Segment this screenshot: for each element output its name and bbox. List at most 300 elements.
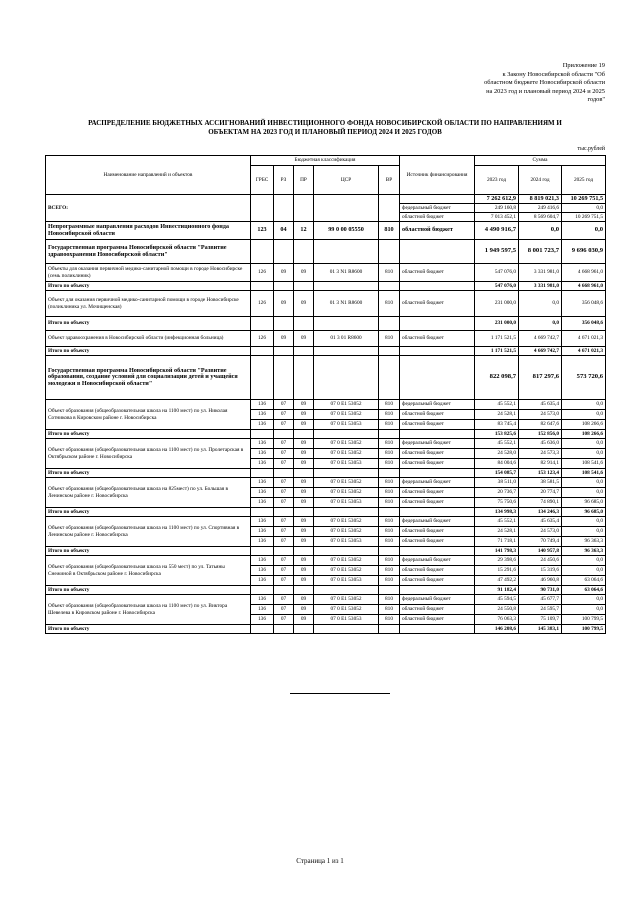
pr-cell: 09 [294, 459, 314, 469]
empty-cell [251, 586, 274, 595]
header-year: 2025 год [562, 166, 606, 195]
empty-cell [251, 356, 274, 400]
value-cell: 0,0 [562, 400, 606, 410]
object-total-label: Итого по объекту [46, 586, 251, 595]
value-cell: 0,0 [562, 605, 606, 615]
empty-cell [314, 508, 379, 517]
vr-cell: 810 [379, 478, 400, 488]
value-cell: 140 957,8 [519, 547, 562, 556]
object-name: Объекты для оказания первичной медико-санитарной помощи в городе Новосибирске (семь поликлиник) [46, 264, 251, 282]
vr-cell: 810 [379, 615, 400, 625]
vr-cell: 810 [379, 222, 400, 240]
rz-cell: 04 [274, 222, 294, 240]
pr-cell: 09 [294, 537, 314, 547]
value-cell: 84 004,6 [475, 459, 519, 469]
value-cell: 0,0 [562, 566, 606, 576]
value-cell: 8 569 604,7 [519, 213, 562, 222]
pr-cell: 12 [294, 222, 314, 240]
pr-cell: 09 [294, 449, 314, 459]
value-cell: 1 171 521,5 [475, 331, 519, 347]
table-row [46, 547, 606, 556]
total-value: 8 819 021,3 [519, 195, 562, 204]
vr-cell: 810 [379, 459, 400, 469]
empty-cell [274, 317, 294, 331]
value-cell: 82 647,6 [519, 420, 562, 430]
table-row [46, 331, 606, 347]
value-cell: 24 450,6 [519, 556, 562, 566]
empty-cell [251, 625, 274, 634]
value-cell: 20 736,7 [475, 488, 519, 498]
value-cell: 108 541,6 [562, 469, 606, 478]
table-row [46, 264, 606, 282]
value-cell: 15 291,6 [475, 566, 519, 576]
source-cell: областной бюджет [400, 291, 475, 317]
header-sum: Сумма [475, 156, 606, 166]
object-name: Объект образования (общеобразовательная школа на 550 мест) по ул. Татьяны Снежиной в Октябрьском районе г. Новосибирска [46, 556, 251, 586]
csr-cell: 07 0 E1 53052 [314, 527, 379, 537]
source-cell: областной бюджет [400, 605, 475, 615]
value-cell: 15 319,6 [519, 566, 562, 576]
value-cell: 231 000,0 [475, 291, 519, 317]
value-cell: 146 208,6 [475, 625, 519, 634]
value-cell: 71 718,1 [475, 537, 519, 547]
empty-cell [314, 317, 379, 331]
value-cell: 0,0 [562, 439, 606, 449]
value-cell: 90 731,0 [519, 586, 562, 595]
value-cell: 1 949 597,5 [475, 240, 519, 264]
pr-cell: 09 [294, 331, 314, 347]
pr-cell: 09 [294, 595, 314, 605]
empty-cell [379, 430, 400, 439]
object-name: Объект образования (общеобразовательная школа на 825мест) по ул. Большая в Ленинском районе г. Новосибирска [46, 478, 251, 508]
empty-cell [400, 430, 475, 439]
value-cell: 4 668 961,0 [562, 282, 606, 291]
rz-cell: 07 [274, 449, 294, 459]
table-row [46, 356, 606, 400]
empty-cell [251, 347, 274, 356]
grbs-cell: 136 [251, 478, 274, 488]
total-value: 7 262 612,9 [475, 195, 519, 204]
vr-cell: 810 [379, 449, 400, 459]
value-cell: 100 799,5 [562, 615, 606, 625]
pr-cell: 09 [294, 498, 314, 508]
table-row [46, 347, 606, 356]
pr-cell: 09 [294, 566, 314, 576]
empty-cell [294, 282, 314, 291]
value-cell: 4 669 742,7 [519, 347, 562, 356]
header-year: 2023 год [475, 166, 519, 195]
source-cell: федеральный бюджет [400, 517, 475, 527]
value-cell: 356 048,6 [562, 317, 606, 331]
table-row [46, 556, 606, 566]
rz-cell: 07 [274, 605, 294, 615]
page-footer: Страница 1 из 1 [296, 857, 344, 865]
empty-cell [294, 356, 314, 400]
empty-cell [379, 317, 400, 331]
value-cell: 134 998,3 [475, 508, 519, 517]
grbs-cell: 136 [251, 410, 274, 420]
object-total-label: Итого по объекту [46, 547, 251, 556]
value-cell: 0,0 [562, 410, 606, 420]
value-cell: 46 960,8 [519, 576, 562, 586]
value-cell: 63 064,6 [562, 576, 606, 586]
header-name: Наименование направлений и объектов [46, 156, 251, 195]
value-cell: 45 635,4 [519, 517, 562, 527]
source-cell: федеральный бюджет [400, 478, 475, 488]
source-cell: областной бюджет [400, 264, 475, 282]
value-cell: 91 182,4 [475, 586, 519, 595]
value-cell: 24 595,7 [519, 605, 562, 615]
source-cell: областной бюджет [400, 488, 475, 498]
program-label: Государственная программа Новосибирской области "Развитие здравоохранения Новосибирской области" [46, 240, 251, 264]
csr-cell: 07 0 E1 53053 [314, 537, 379, 547]
value-cell: 0,0 [562, 204, 606, 213]
vr-cell: 810 [379, 400, 400, 410]
empty-cell [314, 469, 379, 478]
value-cell: 0,0 [519, 222, 562, 240]
source-cell: областной бюджет [400, 576, 475, 586]
csr-cell: 07 0 E1 53052 [314, 449, 379, 459]
empty-cell [314, 282, 379, 291]
pr-cell: 09 [294, 556, 314, 566]
rz-cell: 09 [274, 331, 294, 347]
object-name: Объект для оказания первичной медико-санитарной помощи в городе Новосибирске (поликлиника ул. Мочищенская) [46, 291, 251, 317]
empty-cell [274, 625, 294, 634]
value-cell: 0,0 [562, 595, 606, 605]
csr-cell: 07 0 E1 53053 [314, 498, 379, 508]
empty-cell [379, 547, 400, 556]
value-cell: 249 416,6 [519, 204, 562, 213]
object-total-label: Итого по объекту [46, 347, 251, 356]
value-cell: 45 677,7 [519, 595, 562, 605]
empty-cell [251, 469, 274, 478]
empty-cell [274, 469, 294, 478]
value-cell: 1 171 521,5 [475, 347, 519, 356]
rz-cell: 07 [274, 498, 294, 508]
value-cell: 75 750,6 [475, 498, 519, 508]
header-csr: ЦСР [314, 166, 379, 195]
value-cell: 96 363,3 [562, 547, 606, 556]
grbs-cell: 123 [251, 222, 274, 240]
empty-cell [294, 547, 314, 556]
appendix-line: областном бюджете Новосибирской области [484, 79, 605, 87]
grbs-cell: 126 [251, 291, 274, 317]
value-cell: 96 685,0 [562, 508, 606, 517]
value-cell: 152 856,0 [519, 430, 562, 439]
value-cell: 231 000,0 [475, 317, 519, 331]
total-value: 10 269 751,5 [562, 195, 606, 204]
value-cell: 0,0 [562, 478, 606, 488]
allocation-table [45, 155, 606, 634]
value-cell: 29 398,6 [475, 556, 519, 566]
empty-cell [251, 508, 274, 517]
grbs-cell: 136 [251, 449, 274, 459]
value-cell: 63 064,6 [562, 586, 606, 595]
rz-cell: 07 [274, 517, 294, 527]
header-source: Источник финансирования [400, 156, 475, 195]
empty-cell [274, 547, 294, 556]
value-cell: 4 671 021,3 [562, 331, 606, 347]
source-cell: областной бюджет [400, 527, 475, 537]
object-name: Объект образования (общеобразовательная школа на 1100 мест) по ул. Спортивная в Ленинском районе г. Новосибирска [46, 517, 251, 547]
value-cell: 4 669 742,7 [519, 331, 562, 347]
value-cell: 47 492,2 [475, 576, 519, 586]
pr-cell: 09 [294, 488, 314, 498]
table-row [46, 508, 606, 517]
empty-cell [379, 347, 400, 356]
csr-cell: 07 0 E1 53053 [314, 459, 379, 469]
separator-line [290, 693, 390, 694]
value-cell: 24 528,1 [475, 410, 519, 420]
value-cell: 154 085,7 [475, 469, 519, 478]
pr-cell: 09 [294, 291, 314, 317]
source-cell: областной бюджет [400, 222, 475, 240]
pr-cell: 09 [294, 576, 314, 586]
csr-cell: 07 0 E1 53052 [314, 478, 379, 488]
empty-cell [294, 430, 314, 439]
value-cell: 76 063,3 [475, 615, 519, 625]
vr-cell: 810 [379, 291, 400, 317]
rz-cell: 07 [274, 439, 294, 449]
empty-cell [274, 430, 294, 439]
pr-cell: 09 [294, 517, 314, 527]
empty-cell [251, 317, 274, 331]
value-cell: 547 076,0 [475, 282, 519, 291]
empty-cell [274, 508, 294, 517]
rz-cell: 07 [274, 420, 294, 430]
grbs-cell: 136 [251, 527, 274, 537]
nonprogram-label: Непрограммные направления расходов Инвестиционного фонда Новосибирской области [46, 222, 251, 240]
table-row [46, 282, 606, 291]
grbs-cell: 136 [251, 517, 274, 527]
value-cell: 4 668 961,0 [562, 264, 606, 282]
empty-cell [400, 282, 475, 291]
header-rz: РЗ [274, 166, 294, 195]
object-name: Объект образования (общеобразовательная школа на 1100 мест) по ул. Пролетарская в Октябрьском районе г. Новосибирска [46, 439, 251, 469]
source-cell: областной бюджет [400, 410, 475, 420]
pr-cell: 09 [294, 264, 314, 282]
value-cell: 96 685,0 [562, 498, 606, 508]
vr-cell: 810 [379, 605, 400, 615]
csr-cell: 07 0 E1 53053 [314, 576, 379, 586]
value-cell: 249 160,8 [475, 204, 519, 213]
value-cell: 0,0 [562, 449, 606, 459]
table-row [46, 586, 606, 595]
rz-cell: 09 [274, 291, 294, 317]
csr-cell: 01 3 01 R8600 [314, 331, 379, 347]
empty-cell [251, 547, 274, 556]
object-total-label: Итого по объекту [46, 508, 251, 517]
source-cell: федеральный бюджет [400, 595, 475, 605]
grbs-cell: 136 [251, 576, 274, 586]
source-cell: федеральный бюджет [400, 439, 475, 449]
csr-cell: 07 0 E1 53053 [314, 615, 379, 625]
empty-cell [400, 508, 475, 517]
header-grbs: ГРБС [251, 166, 274, 195]
value-cell: 4 671 021,3 [562, 347, 606, 356]
value-cell: 0,0 [562, 222, 606, 240]
object-total-label: Итого по объекту [46, 430, 251, 439]
value-cell: 153 123,4 [519, 469, 562, 478]
value-cell: 70 749,4 [519, 537, 562, 547]
grbs-cell: 136 [251, 556, 274, 566]
empty-cell [294, 347, 314, 356]
value-cell: 24 573,0 [519, 410, 562, 420]
grbs-cell: 126 [251, 331, 274, 347]
value-cell: 3 331 981,0 [519, 264, 562, 282]
rz-cell: 09 [274, 264, 294, 282]
value-cell: 45 552,1 [475, 400, 519, 410]
value-cell: 7 013 452,1 [475, 213, 519, 222]
table-row [46, 478, 606, 488]
empty-cell [314, 586, 379, 595]
empty-cell [314, 430, 379, 439]
grbs-cell: 136 [251, 439, 274, 449]
rz-cell: 07 [274, 459, 294, 469]
value-cell: 24 528,0 [475, 449, 519, 459]
empty-cell [400, 469, 475, 478]
rz-cell: 07 [274, 488, 294, 498]
appendix-line: Приложение 19 [562, 62, 605, 69]
table-row [46, 439, 606, 449]
value-cell: 10 269 751,5 [562, 213, 606, 222]
source-cell: федеральный бюджет [400, 400, 475, 410]
appendix-note [405, 62, 605, 105]
vr-cell: 810 [379, 439, 400, 449]
value-cell: 45 552,1 [475, 517, 519, 527]
vr-cell: 810 [379, 566, 400, 576]
object-name: Объект образования (общеобразовательная школа на 1100 мест) по ул. Виктора Шевелева в Кировском районе г. Новосибирска [46, 595, 251, 625]
csr-cell: 07 0 E1 53052 [314, 439, 379, 449]
grbs-cell: 136 [251, 566, 274, 576]
rz-cell: 07 [274, 537, 294, 547]
table-row [46, 595, 606, 605]
value-cell: 822 098,7 [475, 356, 519, 400]
value-cell: 24 550,8 [475, 605, 519, 615]
csr-cell: 07 0 E1 53052 [314, 595, 379, 605]
csr-cell: 07 0 E1 53052 [314, 517, 379, 527]
table-row [46, 222, 606, 240]
rz-cell: 07 [274, 615, 294, 625]
grbs-cell: 136 [251, 420, 274, 430]
csr-cell: 07 0 E1 53052 [314, 400, 379, 410]
empty-cell [294, 469, 314, 478]
object-total-label: Итого по объекту [46, 282, 251, 291]
value-cell: 356 048,6 [562, 291, 606, 317]
pr-cell: 09 [294, 605, 314, 615]
value-cell: 547 076,0 [475, 264, 519, 282]
empty-cell [294, 508, 314, 517]
empty-cell [400, 547, 475, 556]
empty-cell [294, 586, 314, 595]
value-cell: 9 696 030,9 [562, 240, 606, 264]
object-name: Объект образования (общеобразовательная школа на 1100 мест) по ул. Николая Сотникова в Кировском районе г. Новосибирска [46, 400, 251, 430]
empty-cell [379, 469, 400, 478]
appendix-line: к Закону Новосибирской области "Об [502, 70, 605, 78]
vr-cell: 810 [379, 517, 400, 527]
value-cell: 24 573,0 [519, 527, 562, 537]
source-cell: областной бюджет [400, 459, 475, 469]
pr-cell: 09 [294, 400, 314, 410]
title-line: РАСПРЕДЕЛЕНИЕ БЮДЖЕТНЫХ АССИГНОВАНИЙ ИНВЕСТИЦИОННОГО ФОНДА НОВОСИБИРСКОЙ ОБЛАСТИ ПО НАПРАВЛЕНИЯМ И [88, 119, 562, 127]
empty-cell [379, 508, 400, 517]
rz-cell: 07 [274, 478, 294, 488]
source-cell: областной бюджет [400, 537, 475, 547]
value-cell: 108 266,6 [562, 430, 606, 439]
rz-cell: 07 [274, 595, 294, 605]
source-cell: федеральный бюджет [400, 556, 475, 566]
appendix-line: на 2023 год и плановый период 2024 и 2025 [486, 87, 605, 95]
header-pr: ПР [294, 166, 314, 195]
empty-cell [294, 625, 314, 634]
empty-cell [379, 625, 400, 634]
value-cell: 145 383,1 [519, 625, 562, 634]
vr-cell: 810 [379, 331, 400, 347]
vr-cell: 810 [379, 264, 400, 282]
source-cell: областной бюджет [400, 615, 475, 625]
rz-cell: 07 [274, 527, 294, 537]
value-cell: 108 541,6 [562, 459, 606, 469]
rz-cell: 07 [274, 576, 294, 586]
grbs-cell: 136 [251, 400, 274, 410]
value-cell: 0,0 [562, 527, 606, 537]
empty-cell [314, 356, 379, 400]
value-cell: 83 745,4 [475, 420, 519, 430]
source-cell: областной бюджет [400, 566, 475, 576]
header-vr: ВР [379, 166, 400, 195]
empty-cell [379, 356, 400, 400]
pr-cell: 09 [294, 439, 314, 449]
value-cell: 75 109,7 [519, 615, 562, 625]
empty-cell [274, 356, 294, 400]
empty-cell [400, 586, 475, 595]
table-body [46, 195, 606, 634]
source-cell: областной бюджет [400, 420, 475, 430]
source-cell: областной бюджет [400, 331, 475, 347]
table-row [46, 400, 606, 410]
empty-cell [274, 282, 294, 291]
empty-cell [294, 317, 314, 331]
empty-cell [379, 282, 400, 291]
appendix-line: годов" [587, 96, 605, 104]
value-cell: 74 890,1 [519, 498, 562, 508]
source-cell: областной бюджет [400, 213, 475, 222]
value-cell: 100 799,5 [562, 625, 606, 634]
pr-cell: 09 [294, 410, 314, 420]
value-cell: 96 363,3 [562, 537, 606, 547]
value-cell: 0,0 [519, 291, 562, 317]
grbs-cell: 136 [251, 615, 274, 625]
value-cell: 45 636,0 [519, 439, 562, 449]
csr-cell: 07 0 E1 53052 [314, 488, 379, 498]
total-label: ВСЕГО: [46, 195, 251, 222]
empty-cell [274, 586, 294, 595]
pr-cell: 09 [294, 615, 314, 625]
value-cell: 20 774,7 [519, 488, 562, 498]
grbs-cell: 136 [251, 459, 274, 469]
header-budget-class: Бюджетная классификация [251, 156, 400, 166]
empty-cell [400, 347, 475, 356]
source-cell: областной бюджет [400, 498, 475, 508]
table-row [46, 240, 606, 264]
table-row [46, 517, 606, 527]
table-row [46, 291, 606, 317]
vr-cell: 810 [379, 410, 400, 420]
vr-cell: 810 [379, 498, 400, 508]
value-cell: 108 266,6 [562, 420, 606, 430]
csr-cell: 07 0 E1 53052 [314, 566, 379, 576]
value-cell: 24 528,1 [475, 527, 519, 537]
